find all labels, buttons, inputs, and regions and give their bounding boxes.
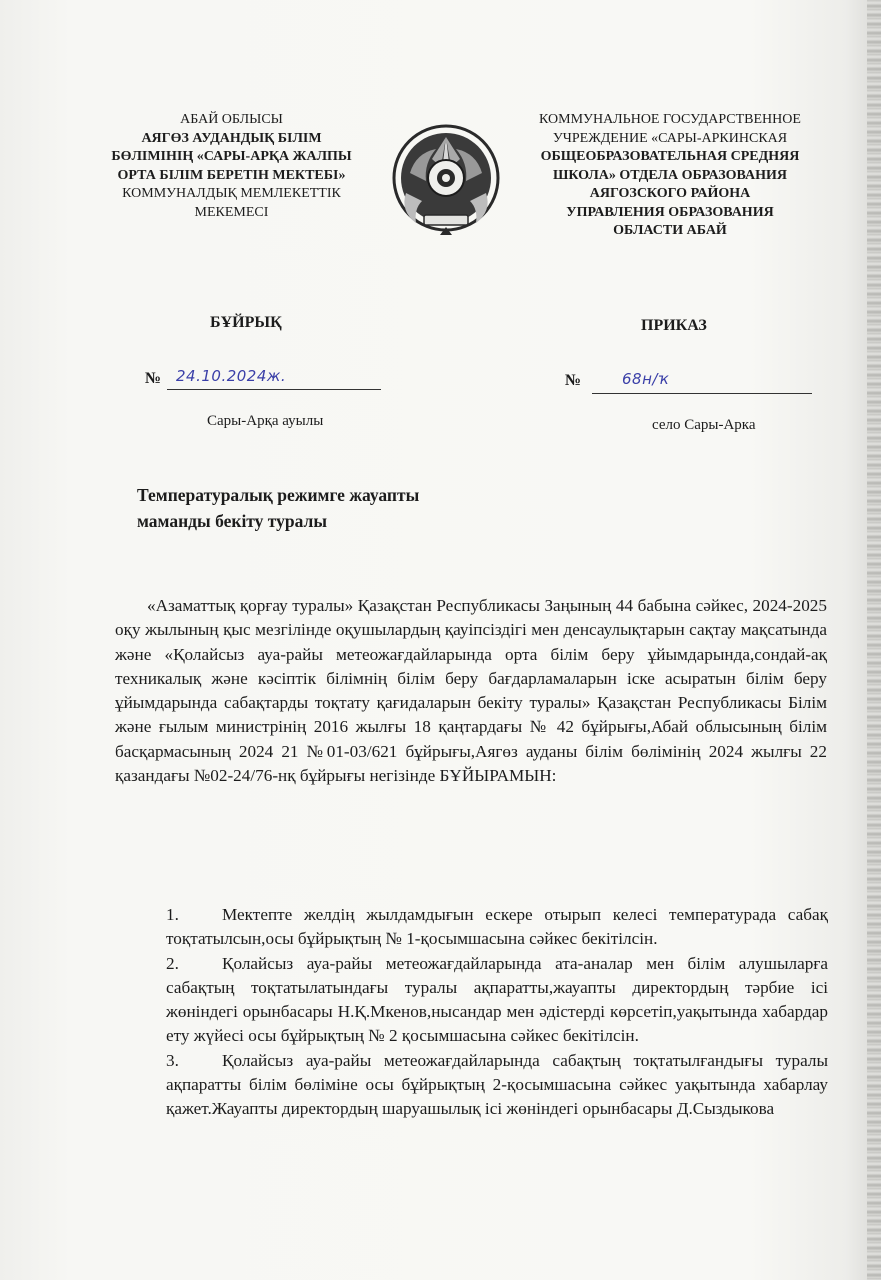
number-underline-left <box>167 389 381 390</box>
number-sign-right: № <box>565 372 582 389</box>
item-text: Қолайсыз ауа-райы метеожағдайларында сабақтың тоқтатылғандығы туралы ақпаратты білім бөліміне осы бұйрықтың 2-қосымшасына сәйкес уақытында хабарлау қажет.Жауапты директордың шаруашылық ісі жөніндегі орынбасары Д.Сыздыкова <box>166 1050 828 1119</box>
handwritten-order-number: 68н/ҡ <box>622 370 671 388</box>
header-left-line: МЕКЕМЕСІ <box>194 204 269 220</box>
list-item <box>166 952 828 1049</box>
state-emblem-icon <box>386 123 506 237</box>
scan-edge <box>867 0 881 1280</box>
document-title <box>137 482 419 534</box>
preamble-paragraph: «Азаматтық қорғау туралы» Қазақстан Республикасы Заңының 44 бабына сәйкес, 2024-2025 оқу жылының қыс мезгілінде оқушылардың қауіпсіздігі мен денсаулықтарын сақтау мақсатында және «Қолайсыз ауа-райы метеожағдайларында орта білім беру ұйымдарында,сондай-ақ техникалық және кәсіптік білімнің білім беру бағдарламаларын іске асыратын білім беру ұйымдарында сабақтарды тоқтату қағидаларын бекіту туралы» Қазақстан Республикасы Білім және ғылым министрінің 2016 жылғы 18 қаңтардағы № 42 бұйрығы,Абай облысының білім басқармасының 2024 21 №01-03/621 бұйрығы,Аягөз ауданы білім бөлімінің 2024 жылғы 22 қазандағы №02-24/76-нқ бұйрығы негізінде БҰЙЫРАМЫН: <box>115 596 827 786</box>
place-russian: село Сары-Арка <box>652 417 756 433</box>
header-right-russian <box>510 111 830 241</box>
header-left-kazakh <box>84 111 379 222</box>
header-left-line: АБАЙ ОБЛЫСЫ <box>180 112 283 127</box>
title-line-1: Температуралық режимге жауапты <box>137 485 420 505</box>
item-number: 3. <box>166 1050 179 1070</box>
header-left-line: АЯГӨЗ АУДАНДЫҚ БІЛІМ <box>141 130 322 146</box>
header-right-line: ОБЛАСТИ АБАЙ <box>613 223 727 238</box>
header-left-line: ОРТА БІЛІМ БЕРЕТІН МЕКТЕБІ» <box>117 167 346 183</box>
item-text: Қолайсыз ауа-райы метеожағдайларында ата-аналар мен білім алушыларға сабақтың тоқтатылатындағы туралы ақпаратты,жауапты директордың тәрбие ісі жөніндегі орынбасары Н.Қ.Мкенов,нысандар мен әдістерді көрсетіп,уақытында хабардар ету жүйесі осы бұйрықтың № 2 қосымшасына сәйкес бекітілсін. <box>166 953 828 1046</box>
item-number: 1. <box>166 905 179 924</box>
item-number: 2. <box>166 953 179 973</box>
handwritten-date: 24.10.2024ж. <box>176 367 287 385</box>
title-line-2: маманды бекіту туралы <box>137 511 328 531</box>
header-right-line: ОБЩЕОБРАЗОВАТЕЛЬНАЯ СРЕДНЯЯ <box>540 149 800 164</box>
preamble <box>115 594 827 788</box>
item-text: Мектепте желдің жылдамдығын ескере отырып келесі температурада сабақ тоқтатылсын,осы бұйрықтың № 1-қосымшасына сәйкес бекітілсін. <box>166 905 828 949</box>
list-item <box>166 903 828 952</box>
header-right-line: ШКОЛА» ОТДЕЛА ОБРАЗОВАНИЯ <box>553 167 787 183</box>
header-right-line: УПРАВЛЕНИЯ ОБРАЗОВАНИЯ <box>566 204 774 220</box>
order-label-kazakh: БҰЙРЫҚ <box>210 314 282 331</box>
list-item <box>166 1049 828 1122</box>
number-underline-right <box>592 393 812 394</box>
order-items-list <box>166 903 828 1122</box>
header-left-line: КОММУНАЛДЫҚ МЕМЛЕКЕТТІК <box>122 186 341 201</box>
number-sign-left: № <box>145 370 162 387</box>
place-kazakh: Сары-Арқа ауылы <box>207 413 324 429</box>
order-label-russian: ПРИКАЗ <box>641 317 707 334</box>
header-right-line: КОММУНАЛЬНОЕ ГОСУДАРСТВЕННОЕ <box>539 112 801 127</box>
header-right-line: АЯГОЗСКОГО РАЙОНА <box>589 186 751 201</box>
header-right-line: УЧРЕЖДЕНИЕ «САРЫ-АРКИНСКАЯ <box>552 130 788 146</box>
header-left-line: БӨЛІМІНІҢ «САРЫ-АРҚА ЖАЛПЫ <box>111 149 352 164</box>
